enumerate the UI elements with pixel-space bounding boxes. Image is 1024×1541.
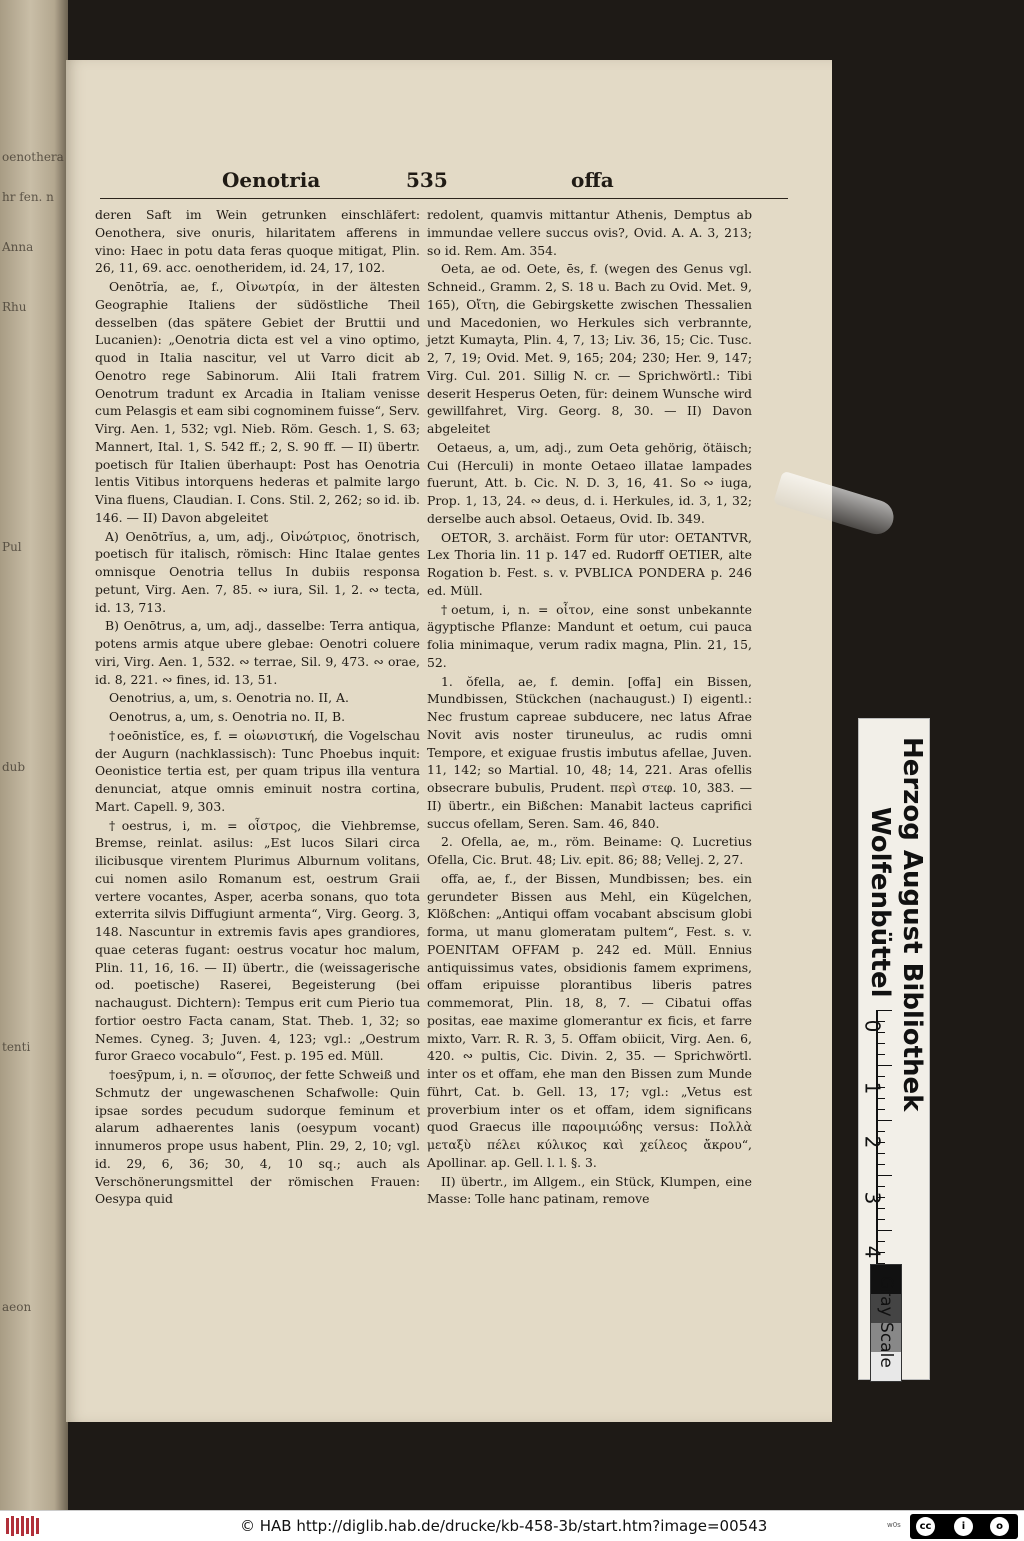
cc-icon: cc: [916, 1517, 935, 1536]
previous-page-edge: [0, 0, 68, 1510]
dictionary-entry: Oenōtrĭa, ae, f., Οἰνωτρία, in der ältesten Geographie Italiens der südöstliche Theil desselben (das spätere Gebiet der Bruttii und Lucanien): „Oenotria dicta est vel a vino optimo, quod in Italia nascitur, vel ut Varro dicit ab Oenotro rege Sabinorum. Alii Itali fratrem Oenotrum tradunt ex Arcadia in Italiam venisse cum Pelasgis et eam sibi cognominem fuisse“, Serv. Virg. Aen. 1, 532; vgl. Nieb. Röm. Gesch. 1, S. 63; Mannert, Ital. 1, S. 542 ff.; 2, S. 90 ff. — II) übertr. poetisch für Italien überhaupt: Post has Oenotria lentis Vitibus intorquens hederas et palmite largo Vina fluens, Claudian. I. Cons. Stil. 2, 262; so id. ib. 146. — II) Davon abgeleitet: [95, 279, 420, 525]
ruler-tick: [878, 1241, 885, 1242]
dictionary-entry: Oenotrius, a, um, s. Oenotria no. II, A.: [109, 690, 349, 706]
ruler-tick: [878, 1219, 885, 1220]
dictionary-entry: †oestrus, i, m. = οἶστρος, die Viehbremse, Bremse, reinlat. asilus: „Est lucos Silari circa ilicibusque virentem Plurimus Alburnum volitans, cui nomen asilo Romanum est, oestrum Graii vertere vocantes, Asper, acerba sonans, quo tota exterrita silvis Diffugiunt armenta“, Virg. Georg. 3, 148. Nascuntur in extremis favis apes grandiores, quae ceteras fugant: oestrus vocatur hoc malum, Plin. 11, 16, 16. — II) übertr., die (weissagerische od. poetische) Raserei, Begeisterung (bei nachaugust. Dichtern): Tempus erit cum Pierio tua fortior oestro Facta canam, Stat. Theb. 1, 32; so Nemes. Cyneg. 3; Juven. 4, 123; vgl.: „Oestrum furor Graeco vocabulo“, Fest. p. 195 ed. Müll.: [95, 817, 420, 1064]
prev-page-fragment: Rhu: [2, 300, 27, 314]
ruler-number: 0: [860, 1019, 885, 1033]
ruler-tick: [878, 1175, 892, 1176]
ruler-tick: [878, 1109, 885, 1110]
ruler-tick: [878, 1120, 892, 1121]
left-column: [95, 206, 420, 1209]
prev-page-fragment: dub: [2, 760, 26, 774]
dictionary-entry: deren Saft im Wein getrunken einschläfert: Oenothera, sive onuris, hilaritatem afferens in vino: Haec in potu data feras quoque mitigat, Plin. 26, 11, 69. acc. oenotheridem, id. 24, 17, 102.: [95, 207, 420, 276]
prev-page-fragment: hr fen. n: [2, 190, 54, 204]
dictionary-entry: Oetaeus, a, um, adj., zum Oeta gehörig, ötäisch; Cui (Herculi) in monte Oetaeo illatae lampades fuerunt, Att. b. Cic. N. D. 3, 16, 41. So ∾ iuga, Prop. 1, 13, 24. ∾ deus, d. i. Herkules, id. 3, 1, 32; derselbe auch absol. Oetaeus, Ovid. Ib. 349.: [427, 439, 752, 526]
dictionary-entry: Oenotrus, a, um, s. Oenotria no. II, B.: [109, 709, 346, 724]
dictionary-entry: Oeta, ae od. Oete, ēs, f. (wegen des Genus vgl. Schneid., Gramm. 2, S. 18 u. Bach zu Ovid. Met. 9, 165), Οἴτη, die Gebirgskette zwischen Thessalien und Macedonien, wo Herkules sich verbrannte, jetzt Kumayta, Plin. 4, 7, 13; Liv. 36, 15; Cic. Tusc. 2, 7, 19; Ovid. Met. 9, 165; 204; 230; Her. 9, 147; Virg. Cul. 201. Sillig N. cr. — Sprichwörtl.: Tibi deserit Hesperus Oeten, für: deinem Wunsche wird gewillfahret, Virg. Georg. 8, 30. — II) Davon abgeleitet: [427, 261, 752, 436]
library-logo-icon: [6, 1516, 40, 1536]
header-left-word: Oenotria: [222, 168, 321, 192]
ruler-tick: [878, 1076, 885, 1077]
ruler-tick: [878, 1131, 885, 1132]
by-icon: i: [954, 1517, 973, 1536]
header-rule: [100, 198, 788, 199]
running-header: [66, 168, 832, 198]
cc-license-badge[interactable]: [910, 1514, 1018, 1539]
prev-page-fragment: Pul: [2, 540, 22, 554]
dictionary-entry: 2. Ofella, ae, m., röm. Beiname: Q. Lucretius Ofella, Cic. Brut. 48; Liv. epit. 86; 88; Vellej. 2, 27.: [427, 834, 752, 867]
library-name-line2: Wolfenbüttel: [865, 807, 895, 998]
dictionary-entry: offa, ae, f., der Bissen, Mundbissen; bes. ein gerundeter Bissen aus Mehl, ein Kügelchen, Klößchen: „Antiqui offam vocabant abscisum globi forma, ut manu glomeratam pultem“, Fest. s. v. POENITAM OFFAM p. 242 ed. Müll. Ennius antiquissimus vates, obsidionis famem exprimens, offam eripuisse plorantibus liberis patres commemorat, Plin. 18, 8, 7. — Cibatui offas positas, eae maxime glomerantur ex ficis, et farre mixto, Varr. R. R. 3, 5. Offam obiicit, Virg. Aen. 6, 420. ∾ pultis, Cic. Divin. 2, 35. — Sprichwörtl. inter os et offam, ehe man den Bissen zum Munde führt, Cat. b. Gell. 13, 17; vgl.: „Vetus est proverbium inter os et offam, idem significans quod Graecus ille παροιμιώδης versus: Πολλὰ μεταξὺ πέλει κύλικος καὶ χείλεος ἄκρου“, Apollinar. ap. Gell. l. l. §. 3.: [427, 870, 752, 1170]
dictionary-entry: OETOR, 3. archäist. Form für utor: OETANTVR, Lex Thoria lin. 11 p. 147 ed. Rudorff OETIER, alte Rogation b. Fest. s. v. PVBLICA PONDERA p. 246 ed. Müll.: [427, 529, 752, 598]
prev-page-fragment: oenothera: [2, 150, 64, 164]
library-name-line1: Herzog August Bibliothek: [897, 737, 927, 1112]
ruler-number: 2: [860, 1135, 885, 1149]
ruler-tick: [878, 1164, 885, 1165]
dictionary-entry: redolent, quamvis mittantur Athenis, Demptus ab immundae vellere succus ovis?, Ovid. A. A. 3, 213; so id. Rem. Am. 354.: [427, 207, 752, 258]
sa-icon: o: [990, 1517, 1009, 1536]
dictionary-entry: †oesӯpum, i, n. = οἴσυπος, der fette Schweiß und Schmutz der ungewaschenen Schafwolle: Quin ipsae sordes pecudum sudorque feminum et alarum adhaerentes lanis (oesypum vocant) innumeros prope usus habent, Plin. 29, 2, 10; vgl. id. 29, 6, 36; 30, 4, 10 sq.; auch als Verschönerungsmittel der römischen Frauen: Oesypa quid: [95, 1067, 420, 1207]
dictionary-entry: †oetum, i, n. = οἶτον, eine sonst unbekannte ägyptische Pflanze: Mandunt et oetum, cui pauca folia minimaque, verum radix magna, Plin. 21, 15, 52.: [427, 601, 752, 670]
gray-scale-label: Gray Scale: [876, 1276, 896, 1368]
dictionary-entry: †oeōnistĭce, es, f. = οἰωνιστική, die Vogelschau der Augurn (nachklassisch): Tunc Phoebus inquit: Oeonistice tertia est, per quam tripus illa ventura denunciat, atque omnis eminuit nostra cortina, Mart. Capell. 9, 303.: [95, 727, 420, 814]
dictionary-entry: B) Oenōtrus, a, um, adj., dasselbe: Terra antiqua, potens armis atque ubere glebae: Oenotri coluere viri, Virg. Aen. 1, 532. ∾ terrae, Sil. 9, 473. ∾ orae, id. 8, 221. ∾ fines, id. 13, 51.: [95, 618, 420, 687]
ruler-number: 1: [860, 1081, 885, 1095]
dictionary-entry: A) Oenōtrĭus, a, um, adj., Οἰνώτριος, önotrisch, poetisch für italisch, römisch: Hinc Italae gentes omnisque Oenotria tellus In dubiis responsa petunt, Virg. Aen. 7, 85. ∾ iura, Sil. 1, 2. ∾ tecta, id. 13, 713.: [95, 528, 420, 615]
ruler-tick: [878, 1186, 885, 1187]
ruler-number: 4: [860, 1245, 885, 1259]
dictionary-page: [66, 60, 832, 1422]
copyright-link[interactable]: © HAB http://diglib.hab.de/drucke/kb-458-3b/start.htm?image=00543: [240, 1517, 768, 1535]
page-number: 535: [406, 168, 448, 192]
prev-page-fragment: tenti: [2, 1040, 31, 1054]
prev-page-fragment: Anna: [2, 240, 34, 254]
ruler-tick: [878, 1098, 885, 1099]
header-right-word: offa: [571, 168, 614, 192]
ruler-tick: [878, 1010, 892, 1011]
ruler-number: 3: [860, 1191, 885, 1205]
dictionary-entry: II) übertr., im Allgem., ein Stück, Klumpen, eine Masse: Tolle hanc patinam, remove: [427, 1173, 752, 1207]
ruler-tick: [878, 1208, 885, 1209]
ruler-tick: [878, 1054, 885, 1055]
ruler-tick: [878, 1230, 892, 1231]
prev-page-fragment: aeon: [2, 1300, 32, 1314]
dictionary-entry: 1. ŏfella, ae, f. demin. [offa] ein Bissen, Mundbissen, Stückchen (nachaugust.) I) eigentl.: Nec frustum capreae subducere, nec latus Afrae Novit avis noster tiruneulus, ac rudis omni Tempore, et exiguae frustis imbutus afellae, Juven. 11, 142; so Martial. 10, 48; 14, 221. Aras ofellis obsecrare bubulis, Prudent. περὶ στεφ. 10, 383. — II) übertr., ein Bißchen: Manabit lacteus caprifici succus ofellam, Seren. Sam. 46, 840.: [427, 673, 752, 831]
right-column: [427, 206, 752, 1209]
ruler-tick: [878, 1065, 892, 1066]
footer-bar: [0, 1510, 1024, 1541]
ruler-tick: [878, 1153, 885, 1154]
ruler-tick: [878, 1043, 885, 1044]
footer-code: w0s: [887, 1521, 901, 1529]
